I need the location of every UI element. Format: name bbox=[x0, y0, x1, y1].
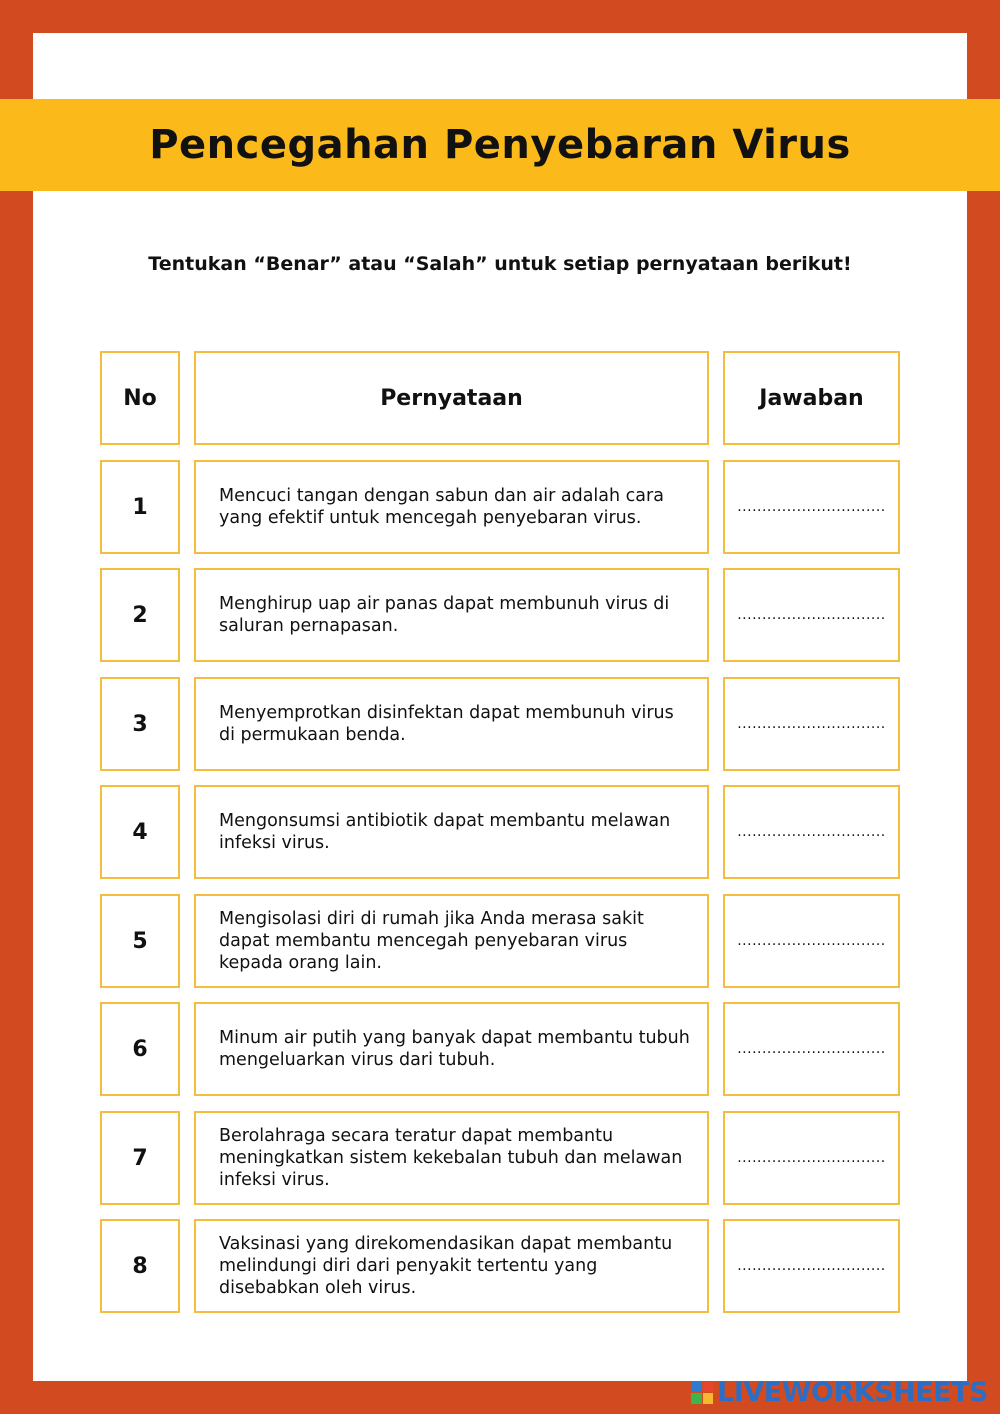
row-number: 7 bbox=[100, 1111, 180, 1205]
header-no: No bbox=[100, 351, 180, 445]
statement-text: Mengonsumsi antibiotik dapat membantu melawan infeksi virus. bbox=[194, 785, 709, 879]
statement-text: Mengisolasi diri di rumah jika Anda merasa sakit dapat membantu mencegah penyebaran virus kepada orang lain. bbox=[194, 894, 709, 988]
statement-text: Mencuci tangan dengan sabun dan air adalah cara yang efektif untuk mencegah penyebaran virus. bbox=[194, 460, 709, 554]
row-number: 6 bbox=[100, 1002, 180, 1096]
row-number: 8 bbox=[100, 1219, 180, 1313]
statement-text: Vaksinasi yang direkomendasikan dapat membantu melindungi diri dari penyakit tertentu yang disebabkan oleh virus. bbox=[194, 1219, 709, 1313]
title-banner bbox=[0, 99, 1000, 191]
row-number: 3 bbox=[100, 677, 180, 771]
page-title: Pencegahan Penyebaran Virus bbox=[149, 122, 851, 168]
liveworksheets-branding bbox=[691, 1377, 988, 1408]
answer-field[interactable]: .............................. bbox=[723, 677, 900, 771]
instruction-text: Tentukan “Benar” atau “Salah” untuk setiap pernyataan berikut! bbox=[148, 253, 852, 275]
header-answer: Jawaban bbox=[723, 351, 900, 445]
brand-name: LIVEWORKSHEETS bbox=[717, 1377, 988, 1408]
row-number: 5 bbox=[100, 894, 180, 988]
answer-field[interactable]: .............................. bbox=[723, 568, 900, 662]
row-number: 4 bbox=[100, 785, 180, 879]
statement-text: Menyemprotkan disinfektan dapat membunuh virus di permukaan benda. bbox=[194, 677, 709, 771]
header-statement: Pernyataan bbox=[194, 351, 709, 445]
statement-text: Menghirup uap air panas dapat membunuh virus di saluran pernapasan. bbox=[194, 568, 709, 662]
statement-text: Berolahraga secara teratur dapat membantu meningkatkan sistem kekebalan tubuh dan melawan infeksi virus. bbox=[194, 1111, 709, 1205]
row-number: 2 bbox=[100, 568, 180, 662]
answer-field[interactable]: .............................. bbox=[723, 1002, 900, 1096]
statement-text: Minum air putih yang banyak dapat membantu tubuh mengeluarkan virus dari tubuh. bbox=[194, 1002, 709, 1096]
answer-field[interactable]: .............................. bbox=[723, 785, 900, 879]
answer-field[interactable]: .............................. bbox=[723, 1219, 900, 1313]
answer-field[interactable]: .............................. bbox=[723, 460, 900, 554]
liveworksheets-logo-icon bbox=[691, 1382, 713, 1404]
answer-field[interactable]: .............................. bbox=[723, 894, 900, 988]
row-number: 1 bbox=[100, 460, 180, 554]
answer-field[interactable]: .............................. bbox=[723, 1111, 900, 1205]
